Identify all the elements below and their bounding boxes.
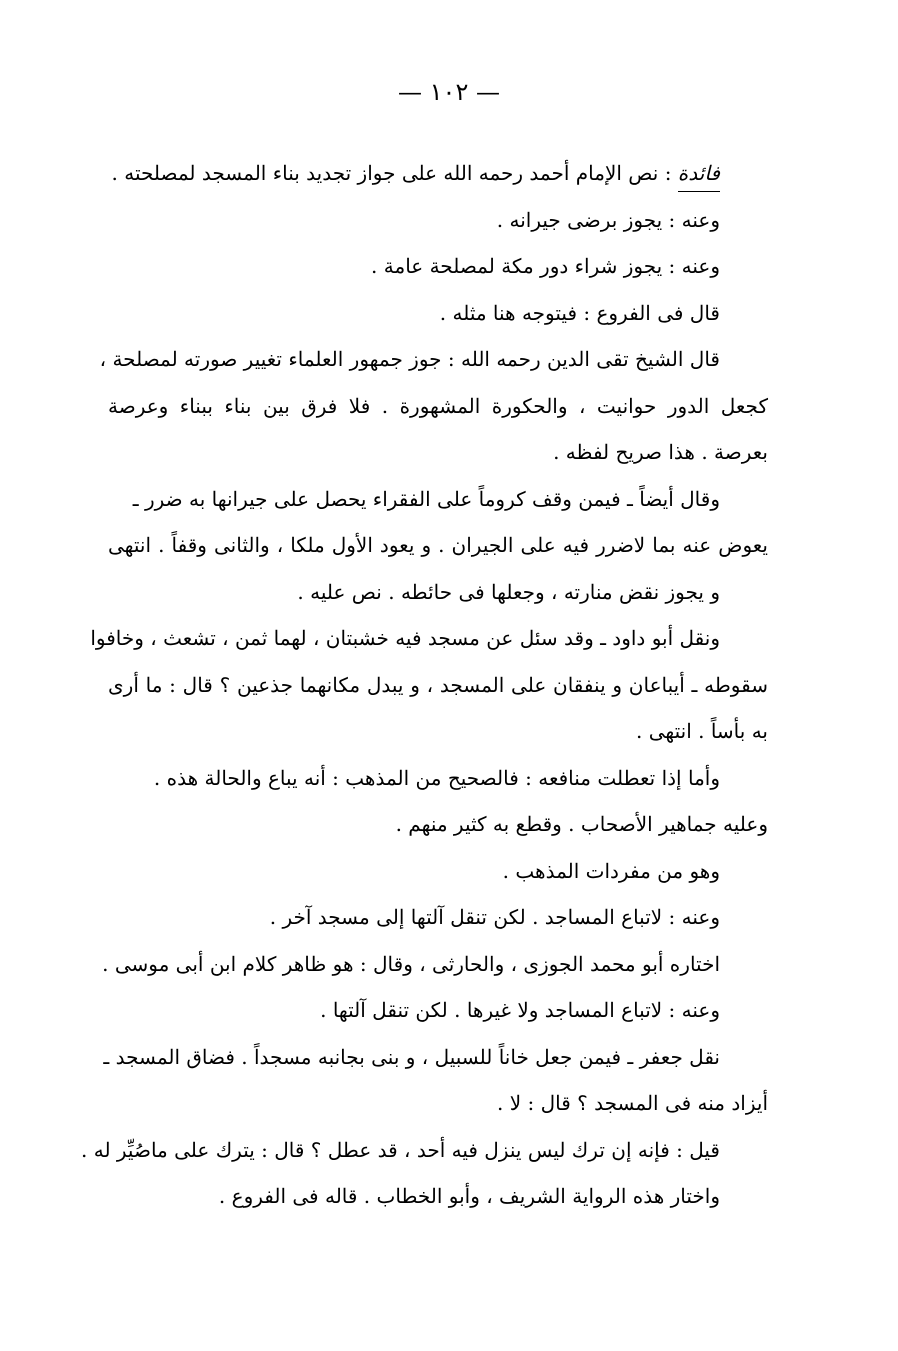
- line-text: وعنه : لاتباع المساجد . لكن تنقل آلتها إلى مسجد آخر .: [269, 905, 720, 929]
- body-text: [81, 150, 768, 1220]
- text-line: [108, 569, 768, 616]
- line-text: واختار هذه الرواية الشريف ، وأبو الخطاب . قاله فى الفروع .: [218, 1184, 720, 1208]
- line-text: قال فى الفروع : فيتوجه هنا مثله .: [439, 300, 720, 325]
- line-text: بعرصة . هذا صريح لفظه .: [553, 440, 768, 464]
- line-text: وعليه جماهير الأصحاب . وقطع به كثير منهم .: [395, 812, 768, 836]
- line-text: كجعل الدور حوانيت ، والحكورة المشهورة . فلا فرق بين بناء ببناء وعرصة: [108, 393, 768, 418]
- text-line: [108, 522, 768, 569]
- text-line: [103, 1034, 768, 1081]
- text-line: [108, 1173, 768, 1220]
- line-text: وأما إذا تعطلت منافعه : فالصحيح من المذهب : أنه يباع والحالة هذه .: [153, 765, 720, 790]
- line-text: وعنه : يجوز شراء دور مكة لمصلحة عامة .: [371, 254, 720, 278]
- text-line: [108, 662, 768, 709]
- line-text: : نص الإمام أحمد رحمه الله على جواز تجديد بناء المسجد لمصلحته .: [111, 161, 678, 185]
- text-line: [108, 290, 768, 337]
- text-line: [108, 894, 768, 941]
- text-line: [108, 987, 768, 1034]
- text-line: [108, 150, 768, 197]
- line-text: وعنه : لاتباع المساجد ولا غيرها . لكن تنقل آلتها .: [320, 998, 720, 1022]
- text-line: [108, 383, 768, 430]
- line-text: قال الشيخ تقى الدين رحمه الله : جوز جمهور العلماء تغيير صورته لمصلحة ،: [99, 347, 720, 371]
- line-text: نقل جعفر ـ فيمن جعل خاناً للسبيل ، و بنى بجانبه مسجداً . فضاق المسجد ـ: [103, 1044, 720, 1069]
- line-text: به بأساً . انتهى .: [636, 719, 768, 743]
- text-line: [102, 941, 768, 988]
- line-text: قيل : فإنه إن ترك ليس ينزل فيه أحد ، قد عطل ؟ قال : يترك على ماصُيِّر له .: [81, 1137, 720, 1162]
- text-line: [108, 708, 768, 755]
- line-text: وعنه : يجوز برضى جيرانه .: [496, 207, 720, 232]
- text-line: [108, 1080, 768, 1127]
- line-text: وقال أيضاً ـ فيمن وقف كروماً على الفقراء يحصل على جيرانها به ضرر ـ: [132, 486, 720, 511]
- text-line: [108, 197, 768, 244]
- text-line: [108, 801, 768, 848]
- text-line: [90, 615, 768, 662]
- line-text: وهو من مفردات المذهب .: [502, 858, 720, 883]
- line-text: أيزاد منه فى المسجد ؟ قال : لا .: [497, 1091, 768, 1115]
- text-line: [108, 476, 768, 523]
- text-line: [108, 755, 768, 802]
- page-number: — ١٠٢ —: [398, 78, 500, 106]
- line-text: و يجوز نقض منارته ، وجعلها فى حائطه . نص عليه .: [297, 579, 720, 604]
- text-line: [108, 429, 768, 476]
- line-text: اختاره أبو محمد الجوزى ، والحارثى ، وقال : هو ظاهر كلام ابن أبى موسى .: [102, 951, 720, 976]
- lead-word: فائدة: [678, 161, 720, 192]
- text-line: [108, 848, 768, 895]
- text-line: [108, 243, 768, 290]
- line-text: يعوض عنه بما لاضرر فيه على الجيران . و يعود الأول ملكا ، والثانى وقفاً . انتهى: [108, 533, 768, 557]
- text-line: [81, 1127, 768, 1174]
- line-text: سقوطه ـ أيباعان و ينفقان على المسجد ، و يبدل مكانهما جذعين ؟ قال : ما أرى: [108, 672, 768, 697]
- text-line: [99, 336, 768, 383]
- line-text: ونقل أبو داود ـ وقد سئل عن مسجد فيه خشبتان ، لهما ثمن ، تشعث ، وخافوا: [90, 626, 720, 650]
